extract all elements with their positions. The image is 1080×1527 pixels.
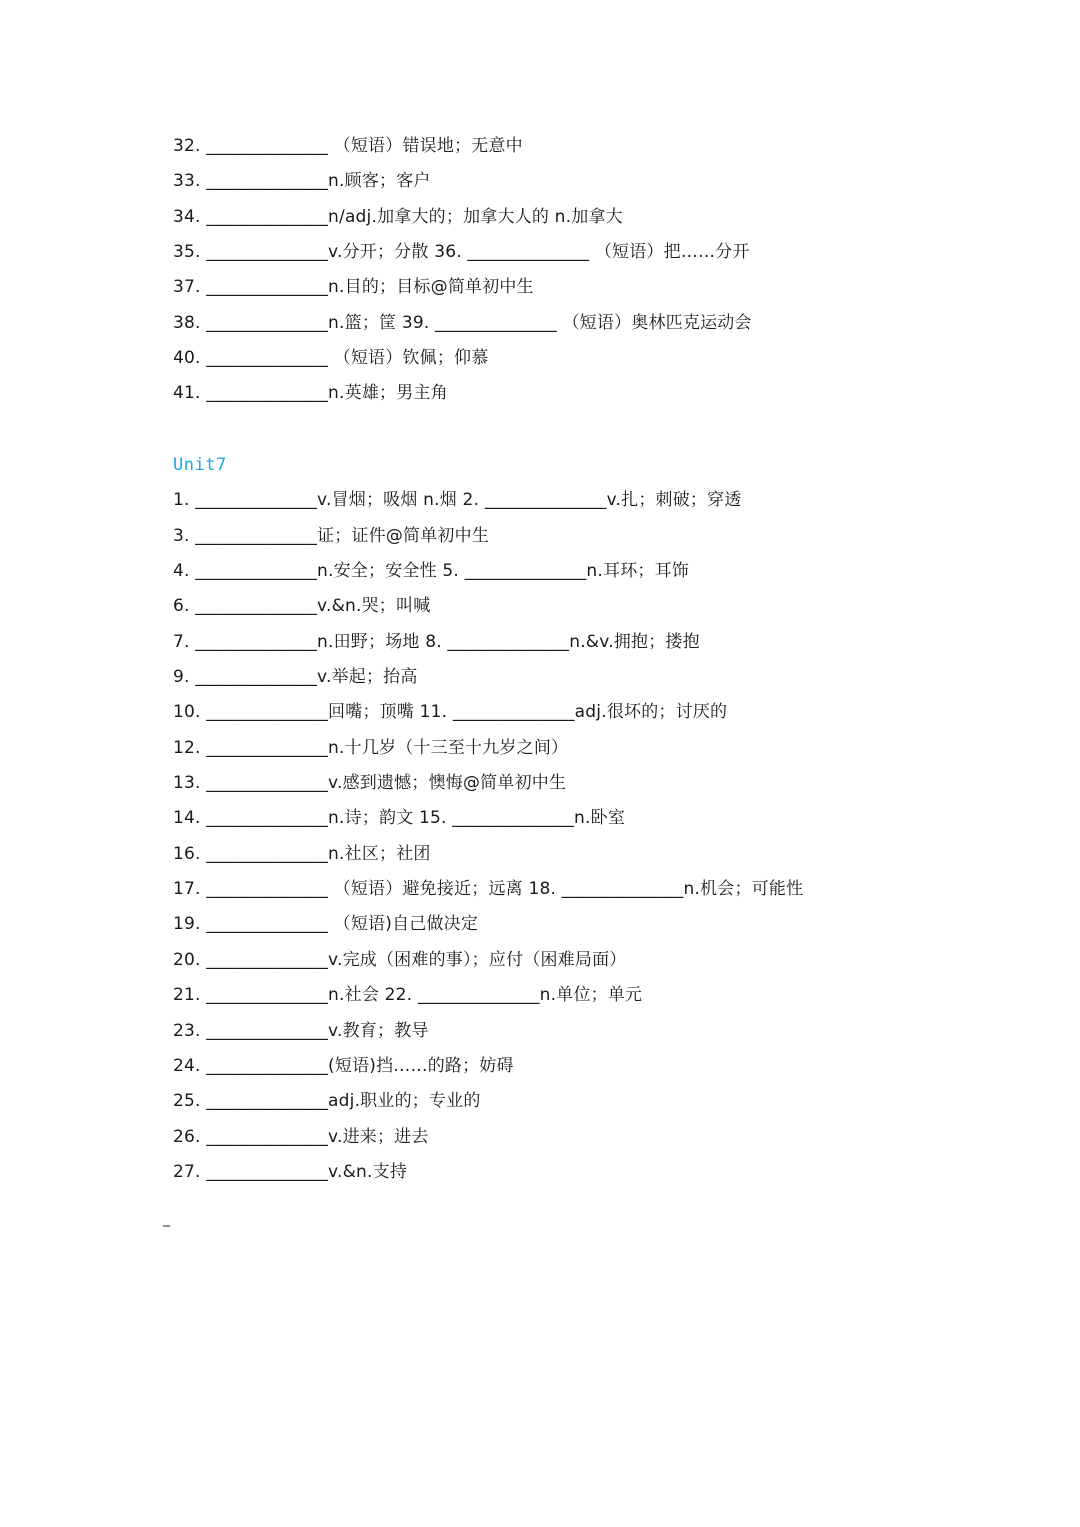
vocab-item-14-15: 14. ______________n.诗；韵文 15. ______________n.卧室 <box>173 808 626 829</box>
vocab-item-37: 37. ______________n.目的；目标@简单初中生 <box>173 277 534 298</box>
vocab-item-35-36: 35. ______________v.分开；分散 36. ______________ （短语）把……分开 <box>173 242 750 263</box>
vocabulary-list-continued <box>173 129 1033 412</box>
vocab-item-9: 9. ______________v.举起；抬高 <box>173 667 418 688</box>
vocab-item-10-11: 10. ______________回嘴；顶嘴 11. ______________adj.很坏的；讨厌的 <box>173 702 728 723</box>
trailing-mark: _ <box>163 1211 170 1227</box>
vocab-item-17-18: 17. ______________ （短语）避免接近；远离 18. ______________n.机会；可能性 <box>173 879 804 900</box>
vocab-item-40: 40. ______________ （短语）钦佩；仰慕 <box>173 348 489 369</box>
vocab-item-4-5: 4. ______________n.安全；安全性 5. ______________n.耳环；耳饰 <box>173 561 690 582</box>
vocab-item-20: 20. ______________v.完成（困难的事）；应付（困难局面） <box>173 949 627 970</box>
unit-heading: Unit7 <box>173 455 227 475</box>
vocab-item-1-2: 1. ______________v.冒烟；吸烟 n.烟 2. ______________v.扎；刺破；穿透 <box>173 490 742 511</box>
vocab-item-7-8: 7. ______________n.田野；场地 8. ______________n.&v.拥抱；搂抱 <box>173 631 700 652</box>
vocab-item-3: 3. ______________证；证件@简单初中生 <box>173 525 490 546</box>
vocab-item-12: 12. ______________n.十几岁（十三至十九岁之间） <box>173 737 569 758</box>
vocab-item-38-39: 38. ______________n.篮；筐 39. ______________ （短语）奥林匹克运动会 <box>173 312 752 333</box>
vocab-item-32: 32. ______________ （短语）错误地；无意中 <box>173 136 523 156</box>
vocab-item-24: 24. ______________(短语)挡……的路；妨碍 <box>173 1055 514 1076</box>
vocab-item-13: 13. ______________v.感到遗憾；懊悔@简单初中生 <box>173 773 567 794</box>
vocab-item-34: 34. ______________n/adj.加拿大的；加拿大人的 n.加拿大 <box>173 206 623 227</box>
vocab-item-33: 33. ______________n.顾客；客户 <box>173 171 431 192</box>
vocab-item-16: 16. ______________n.社区；社团 <box>173 843 431 864</box>
vocab-item-25: 25. ______________adj.职业的；专业的 <box>173 1091 481 1112</box>
unit7-section <box>173 448 1033 1190</box>
vocab-item-27: 27. ______________v.&n.支持 <box>173 1161 408 1182</box>
vocab-item-21-22: 21. ______________n.社会 22. ______________n.单位；单元 <box>173 985 643 1006</box>
vocab-item-26: 26. ______________v.进来；进去 <box>173 1126 429 1147</box>
vocab-item-19: 19. ______________ （短语)自己做决定 <box>173 914 479 935</box>
vocab-item-6: 6. ______________v.&n.哭；叫喊 <box>173 596 431 617</box>
vocab-item-41: 41. ______________n.英雄；男主角 <box>173 383 448 404</box>
vocab-item-23: 23. ______________v.教育；教导 <box>173 1020 429 1041</box>
